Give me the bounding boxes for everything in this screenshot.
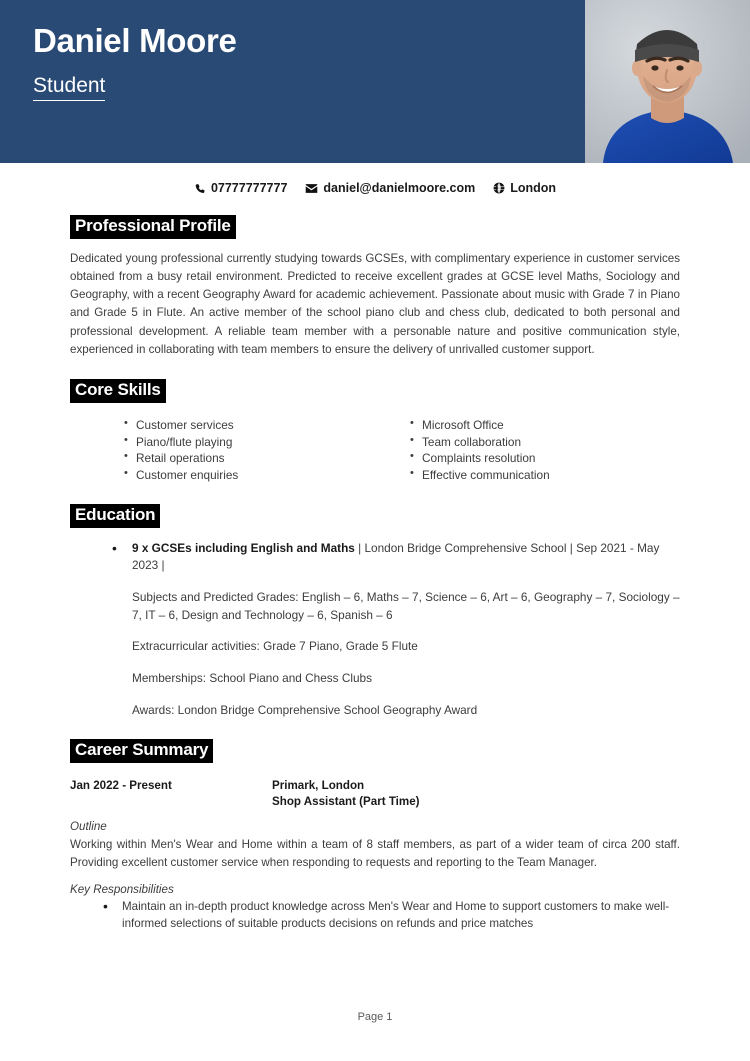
list-item: • Customer services <box>124 417 394 434</box>
skills-column-left <box>108 417 394 484</box>
contact-email-text: daniel@danielmoore.com <box>323 181 476 195</box>
list-item: • Retail operations <box>124 450 394 467</box>
contact-email[interactable] <box>305 181 475 195</box>
section-heading-education: Education <box>70 504 160 528</box>
contact-phone-text: 07777777777 <box>210 181 288 195</box>
section-heading-skills: Core Skills <box>70 379 166 403</box>
page-footer <box>0 1011 750 1023</box>
page-title: Daniel Moore <box>33 22 237 59</box>
outline-label: Outline <box>70 820 107 834</box>
contact-bar <box>0 181 750 195</box>
page-number: Page 1 <box>357 1011 393 1023</box>
outline-body: Working within Men's Wear and Home within a team of 8 staff members, as part of a wider team of circa 200 staff. Providing excellent customer service when responding to requests and reporting to the Team Manager. <box>70 838 680 870</box>
job-meta <box>272 778 420 809</box>
list-item: • Effective communication <box>410 467 680 484</box>
section-heading-career: Career Summary <box>70 739 213 763</box>
resume-body <box>0 215 750 933</box>
responsibilities-label: Key Responsibilities <box>70 883 174 897</box>
list-item: • Customer enquiries <box>124 467 394 484</box>
education-details: | London Bridge Comprehensive School | Sep 2021 - May 2023 | <box>132 540 660 573</box>
skills-column-right <box>394 417 680 484</box>
job-entry-header <box>70 778 680 809</box>
portrait-illustration <box>585 0 750 163</box>
profile-paragraph: Dedicated young professional currently studying towards GCSEs, with complimentary experience in customer services obtained from a busy retail environment. Predicted to receive excellent grades at GCSE level Maths, Sociology and Geography, with a recent Geography Award for academic achievement. Passionate about music with Grade 7 in Piano and Grade 5 in Flute. An active member of the school piano club and chess club, dedicated to both personal and professional development. A reliable team member with a personable nature and positive communication style, experienced in collaborating with team members to ensure the delivery of unrivalled customer support. <box>70 251 680 357</box>
contact-phone[interactable] <box>194 181 287 195</box>
section-education <box>70 504 680 719</box>
section-professional-profile <box>70 215 680 359</box>
education-memberships: Memberships: School Piano and Chess Clubs <box>132 670 372 685</box>
contact-location[interactable] <box>493 181 556 195</box>
education-subjects: Subjects and Predicted Grades: English – 6, Maths – 7, Science – 6, Art – 6, Geography – 7, Sociology – 7, IT – 6, Design and Technology – 6, Spanish – 6 <box>132 589 680 622</box>
list-item: • Maintain an in-depth product knowledge across Men's Wear and Home to support customers to make well-informed selections of suitable products decisions on refunds and price matches <box>100 898 680 933</box>
list-item: • Team collaboration <box>410 434 680 451</box>
education-entry <box>108 540 680 575</box>
globe-icon <box>493 182 505 194</box>
phone-icon <box>194 182 206 194</box>
education-awards: Awards: London Bridge Comprehensive School Geography Award <box>132 702 478 717</box>
section-career-summary <box>70 739 680 933</box>
contact-location-text: London <box>510 181 557 195</box>
section-heading-profile: Professional Profile <box>70 215 236 239</box>
header-text-block <box>33 23 553 101</box>
education-list <box>70 540 680 720</box>
profile-photo <box>585 0 750 163</box>
header-job-title: Student <box>33 73 105 101</box>
job-company: Primark, London <box>272 778 365 792</box>
list-item: • Microsoft Office <box>410 417 680 434</box>
responsibilities-list <box>70 898 680 933</box>
resume-header <box>0 0 750 163</box>
job-role: Shop Assistant (Part Time) <box>272 794 420 808</box>
education-extracurricular: Extracurricular activities: Grade 7 Piano, Grade 5 Flute <box>132 639 418 654</box>
list-item: • Complaints resolution <box>410 450 680 467</box>
skills-grid <box>70 417 680 484</box>
list-item: • Piano/flute playing <box>124 434 394 451</box>
section-core-skills <box>70 379 680 484</box>
envelope-icon <box>305 183 318 194</box>
job-dates: Jan 2022 - Present <box>70 778 172 792</box>
education-qualification: 9 x GCSEs including English and Maths <box>132 540 355 555</box>
